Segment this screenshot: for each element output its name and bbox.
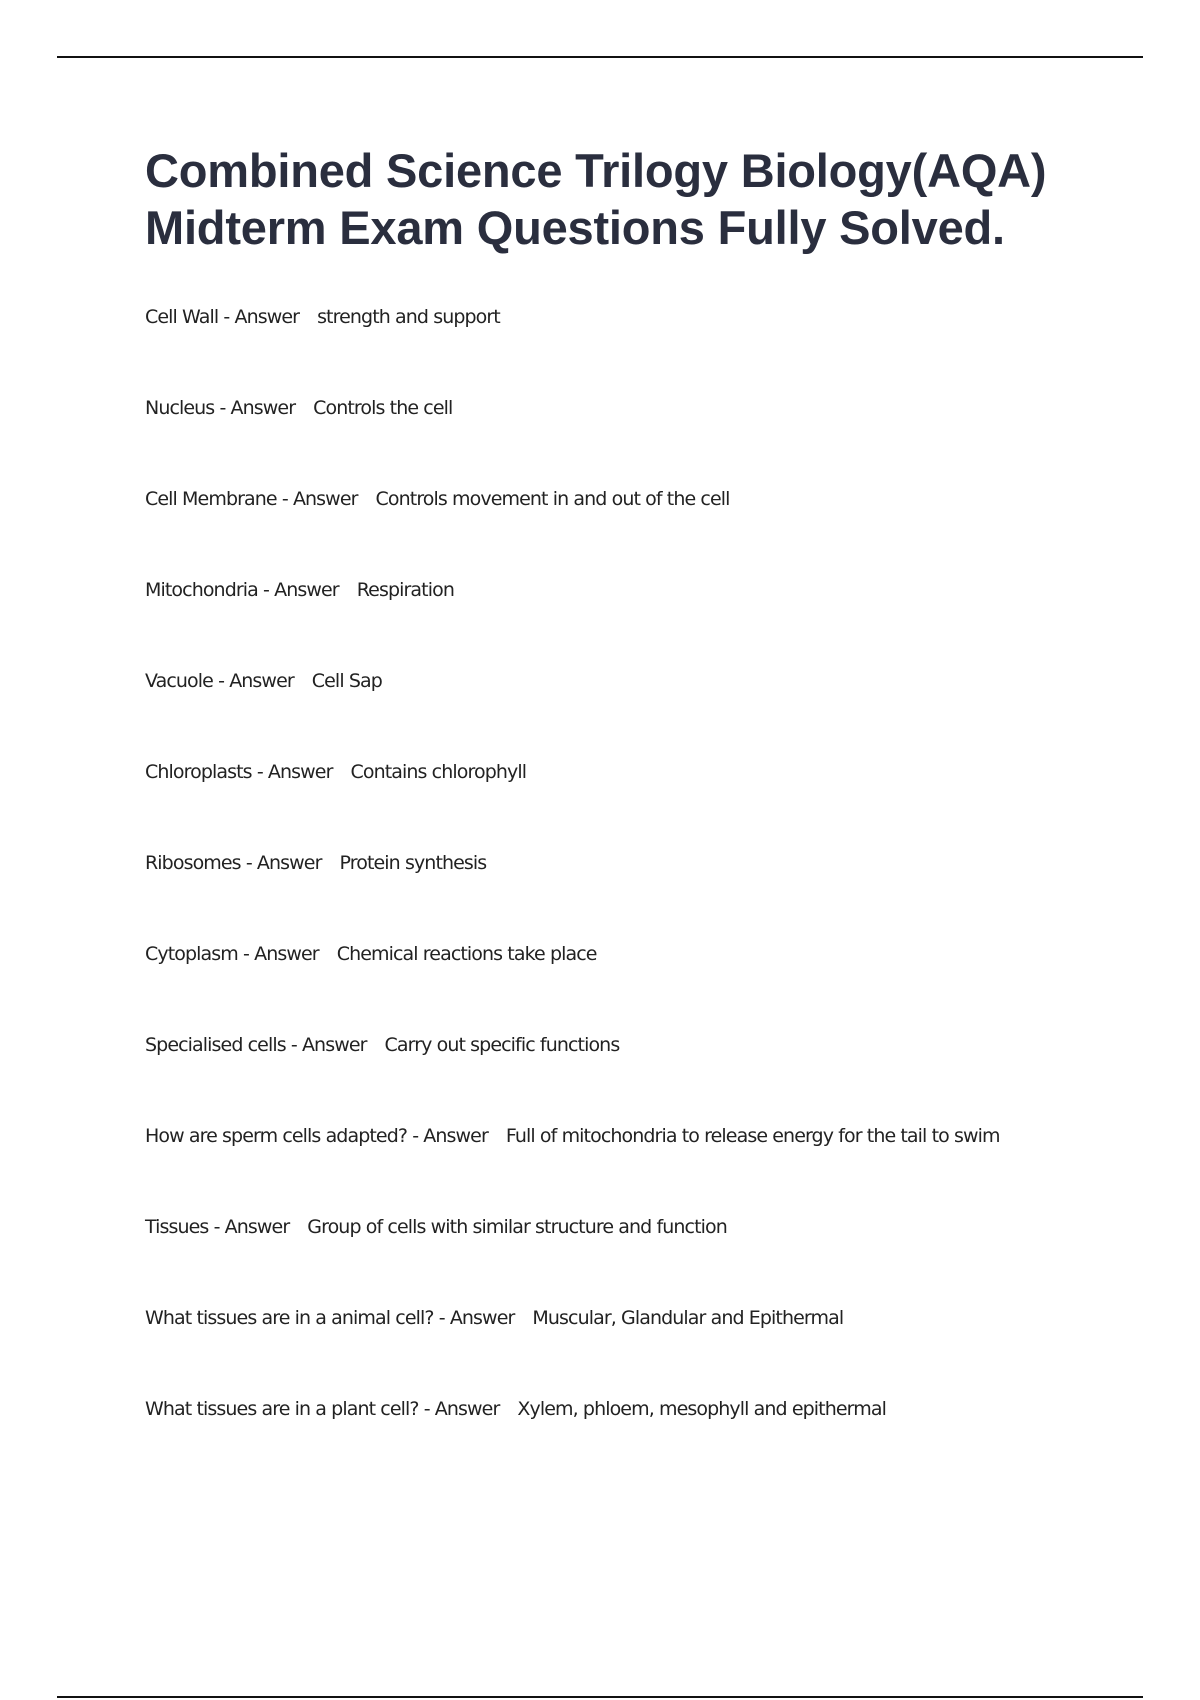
question-text: Cell Membrane — [145, 488, 277, 510]
answer-label: - Answer — [423, 1398, 500, 1420]
qa-item — [145, 755, 1145, 846]
answer-label: - Answer — [243, 943, 319, 965]
answer-text: Protein synthesis — [339, 852, 487, 874]
qa-list — [145, 300, 1145, 1483]
answer-label: - Answer — [281, 488, 358, 510]
qa-item — [145, 846, 1145, 937]
answer-text: strength and support — [317, 306, 500, 328]
answer-label: - Answer — [213, 1216, 290, 1238]
qa-item — [145, 300, 1145, 391]
answer-label: - Answer — [223, 306, 300, 328]
bottom-rule — [57, 1696, 1143, 1698]
qa-item — [145, 664, 1145, 755]
answer-text: Xylem, phloem, mesophyll and epithermal — [517, 1398, 886, 1420]
answer-label: - Answer — [438, 1307, 515, 1329]
answer-label: - Answer — [245, 852, 322, 874]
title-line-1: Combined Science Trilogy Biology(AQA) — [145, 144, 1047, 197]
qa-item — [145, 1301, 1145, 1392]
question-text: How are sperm cells adapted? — [145, 1125, 408, 1147]
answer-text: Carry out specific functions — [384, 1034, 620, 1056]
title-line-2: Midterm Exam Questions Fully Solved. — [145, 201, 1005, 254]
question-text: Vacuole — [145, 670, 213, 692]
answer-text: Contains chlorophyll — [350, 761, 527, 783]
question-text: Nucleus — [145, 397, 215, 419]
qa-item — [145, 1028, 1145, 1119]
answer-text: Full of mitochondria to release energy for the tail to swim — [505, 1125, 1000, 1147]
answer-text: Controls movement in and out of the cell — [375, 488, 730, 510]
answer-label: - Answer — [290, 1034, 367, 1056]
qa-item — [145, 1392, 1145, 1483]
answer-label: - Answer — [219, 397, 296, 419]
question-text: What tissues are in a plant cell? — [145, 1398, 419, 1420]
answer-text: Group of cells with similar structure and function — [307, 1216, 727, 1238]
answer-text: Muscular, Glandular and Epithermal — [532, 1307, 844, 1329]
top-rule — [57, 56, 1143, 58]
answer-label: - Answer — [263, 579, 339, 601]
qa-item — [145, 937, 1145, 1028]
question-text: Chloroplasts — [145, 761, 252, 783]
question-text: Tissues — [145, 1216, 209, 1238]
question-text: Cell Wall — [145, 306, 219, 328]
answer-text: Cell Sap — [311, 670, 382, 692]
qa-item — [145, 1210, 1145, 1301]
answer-label: - Answer — [412, 1125, 488, 1147]
qa-item — [145, 391, 1145, 482]
question-text: Specialised cells — [145, 1034, 286, 1056]
question-text: Ribosomes — [145, 852, 241, 874]
answer-text: Chemical reactions take place — [336, 943, 597, 965]
document-title — [145, 142, 1145, 256]
answer-text: Controls the cell — [313, 397, 453, 419]
question-text: Mitochondria — [145, 579, 258, 601]
answer-text: Respiration — [356, 579, 454, 601]
question-text: Cytoplasm — [145, 943, 238, 965]
answer-label: - Answer — [256, 761, 333, 783]
question-text: What tissues are in a animal cell? — [145, 1307, 434, 1329]
qa-item — [145, 573, 1145, 664]
answer-label: - Answer — [218, 670, 294, 692]
qa-item — [145, 482, 1145, 573]
qa-item — [145, 1119, 1145, 1210]
